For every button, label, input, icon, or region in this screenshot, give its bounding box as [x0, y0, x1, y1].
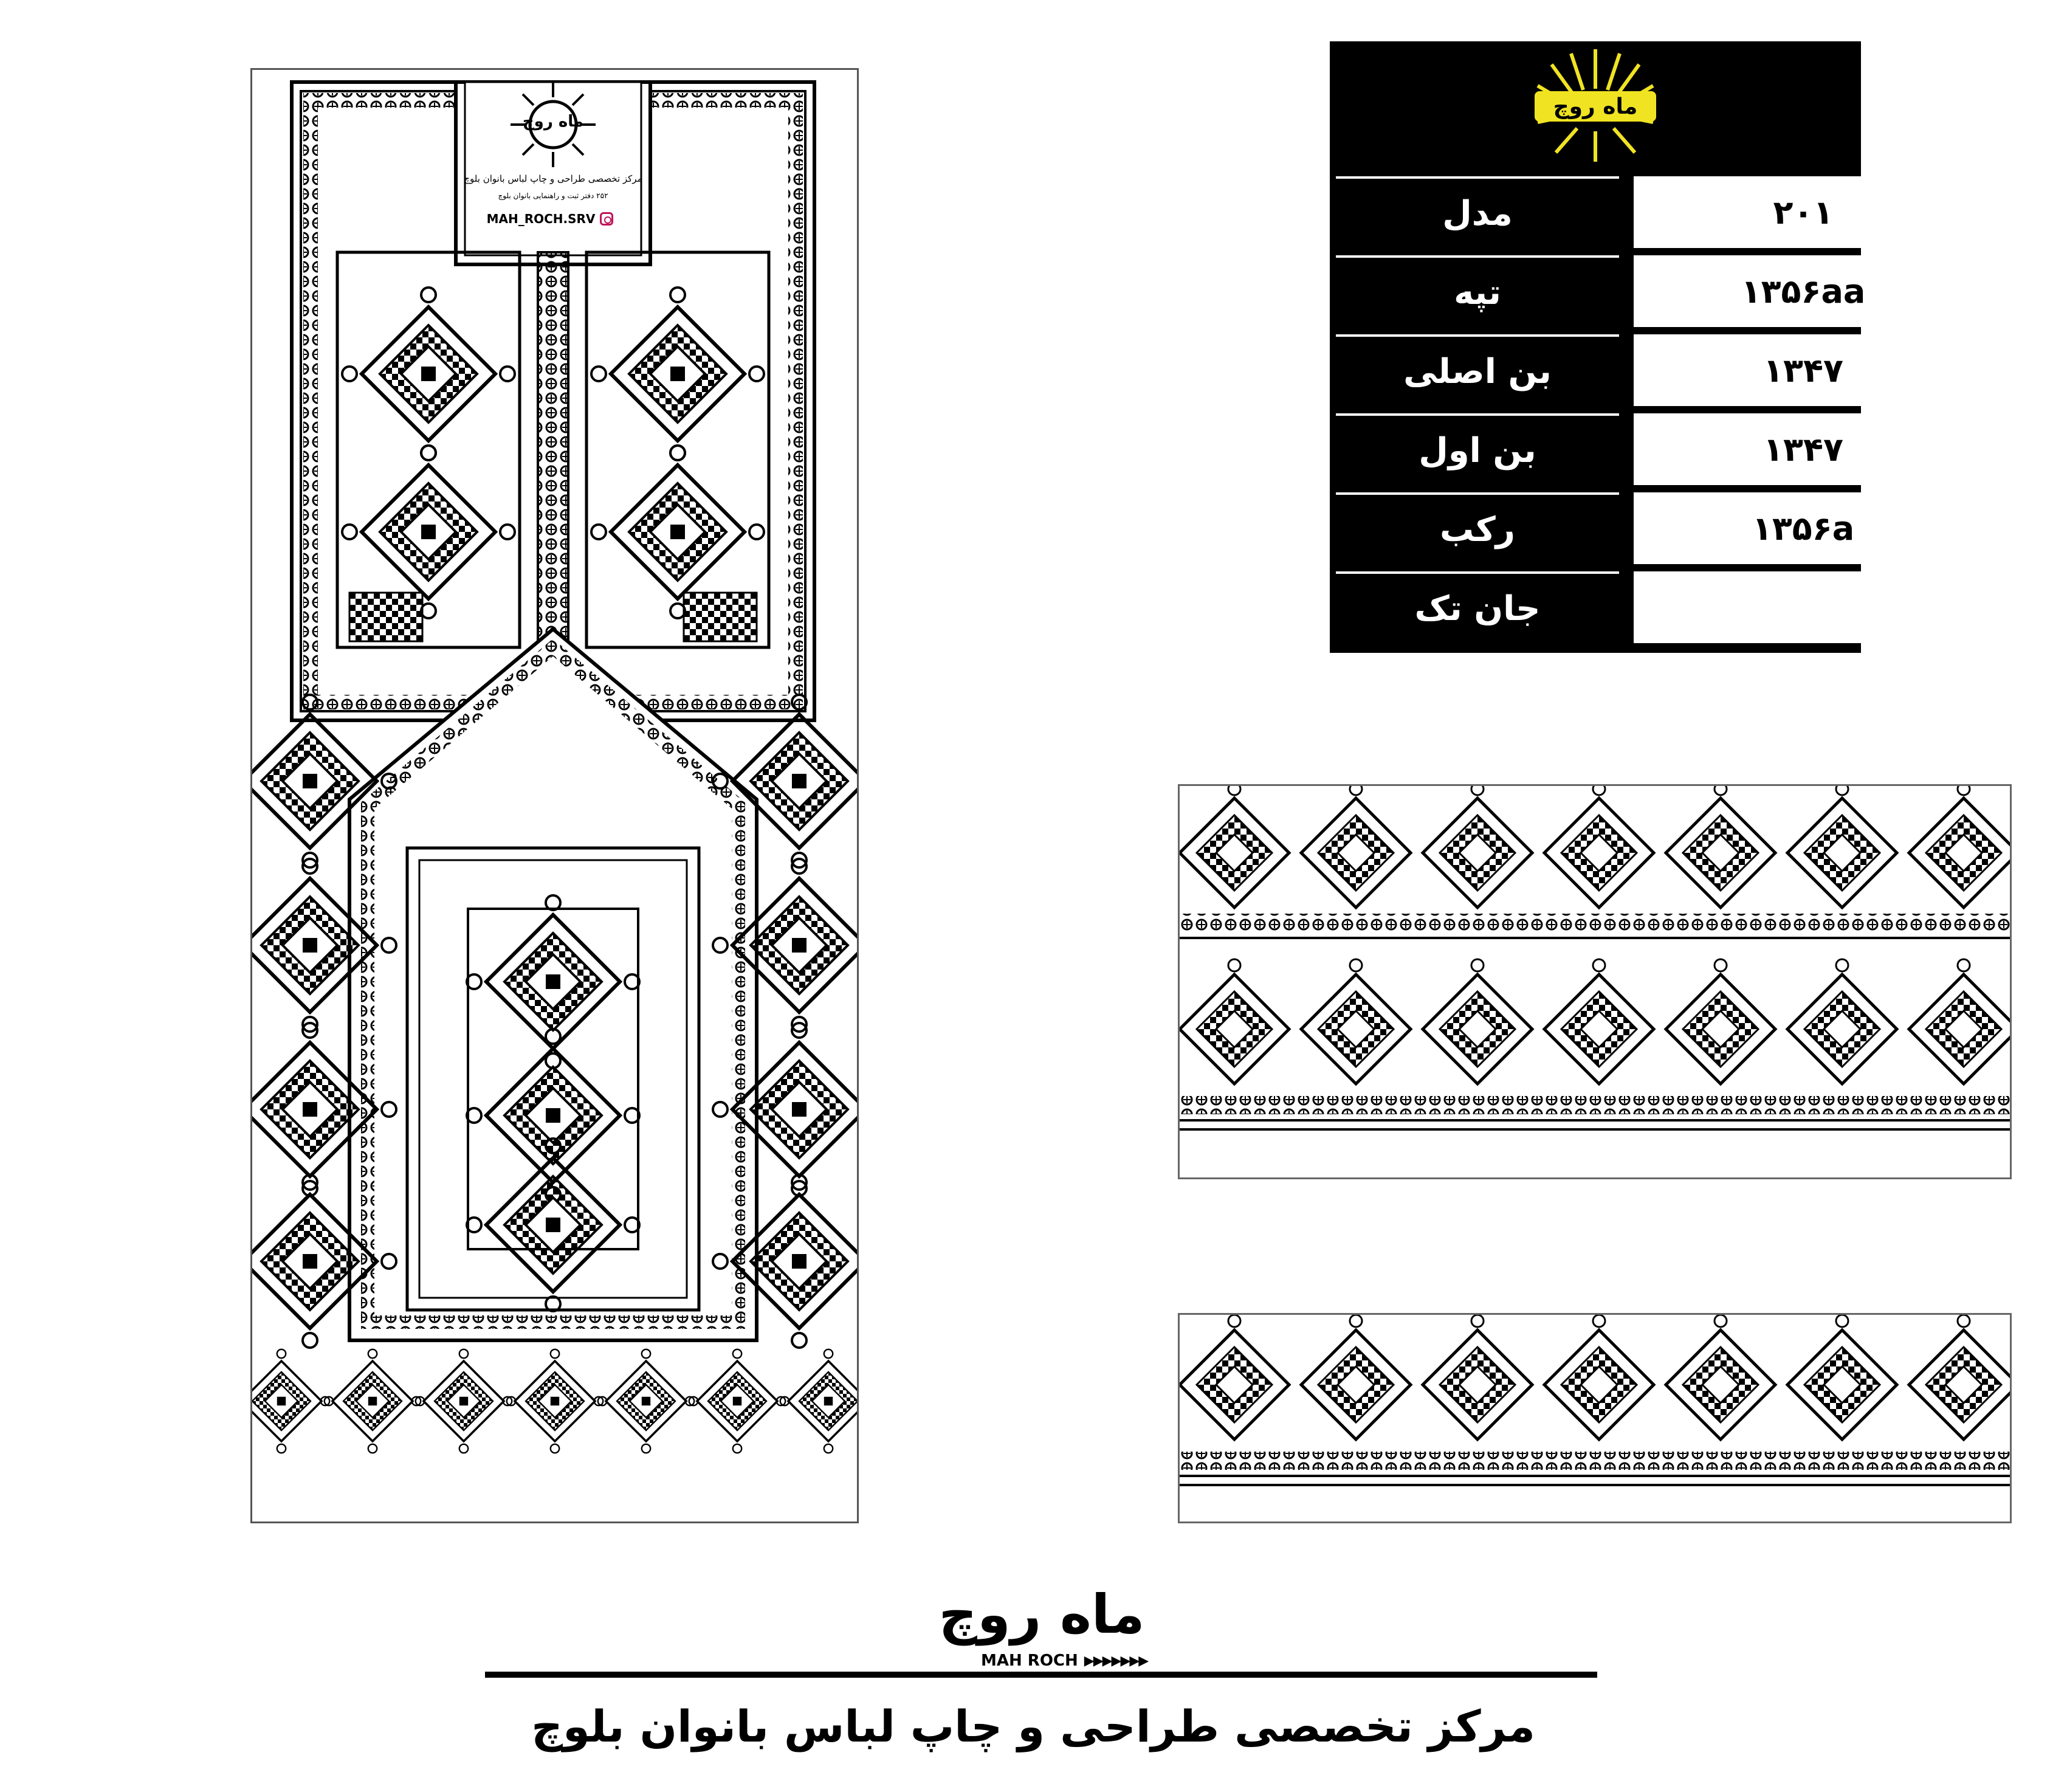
- instagram-handle: MAH_ROCH.SRV: [486, 212, 596, 226]
- instagram-handle-row: [471, 208, 629, 229]
- spec-value: [1634, 571, 1973, 643]
- panel-caption-line2: ۲۵۲ دفتر ثبت و راهنمایی بانوان بلوچ: [498, 191, 608, 200]
- footer-tagline: مرکز تخصصی طراحی و چاپ لباس بانوان بلوچ: [531, 1701, 1535, 1752]
- spec-label: تپه: [1336, 255, 1619, 327]
- footer-divider: [485, 1672, 1597, 1678]
- spec-row-model: [1330, 176, 1861, 255]
- spec-row-cuff: [1330, 492, 1861, 571]
- spec-value: ۱۳۴۷: [1634, 413, 1973, 485]
- spec-row-main-hem: [1330, 334, 1861, 413]
- spec-row-tapeh: [1330, 255, 1866, 334]
- spec-logo: [1330, 41, 1861, 176]
- instagram-icon: [600, 212, 613, 226]
- arrow-row-icon: ▶▶▶▶▶▶▶: [1084, 1653, 1148, 1669]
- panel-logo-text: ماه روچ: [522, 112, 584, 131]
- spec-value: ۲۰۱: [1634, 176, 1973, 248]
- brand-logo-fa: ماه روچ: [938, 1582, 1145, 1646]
- spec-value: ۱۳۵۶aa: [1634, 255, 1973, 327]
- hem-border-pattern: [1180, 1315, 2010, 1521]
- spec-value: ۱۳۵۶a: [1634, 492, 1973, 564]
- spec-value: ۱۳۴۷: [1634, 334, 1973, 406]
- spec-label: مدل: [1336, 176, 1619, 248]
- spec-label: جان تک: [1336, 571, 1619, 643]
- hem-border-strip-double: [1178, 784, 2012, 1179]
- hem-border-strip-single: [1178, 1313, 2012, 1523]
- spec-row-first-hem: [1330, 413, 1861, 492]
- spec-label: رکب: [1336, 492, 1619, 564]
- spec-row-jantak: [1330, 571, 1861, 650]
- brand-logo-en-row: [981, 1649, 1163, 1673]
- spec-label: بن اصلی: [1336, 334, 1619, 406]
- hem-border-pattern: [1180, 786, 2010, 1177]
- spec-table: [1330, 41, 1866, 653]
- spec-logo-text: ماه روچ: [1535, 91, 1656, 122]
- garment-embroidery-pattern: [252, 70, 857, 1521]
- spec-label: بن اول: [1336, 413, 1619, 485]
- brand-logo: [920, 1580, 1163, 1678]
- panel-caption-line1: مرکز تخصصی طراحی و چاپ لباس بانوان بلوچ: [464, 173, 642, 184]
- brand-logo-en: MAH ROCH: [981, 1652, 1078, 1670]
- garment-pattern-panel: [250, 68, 859, 1523]
